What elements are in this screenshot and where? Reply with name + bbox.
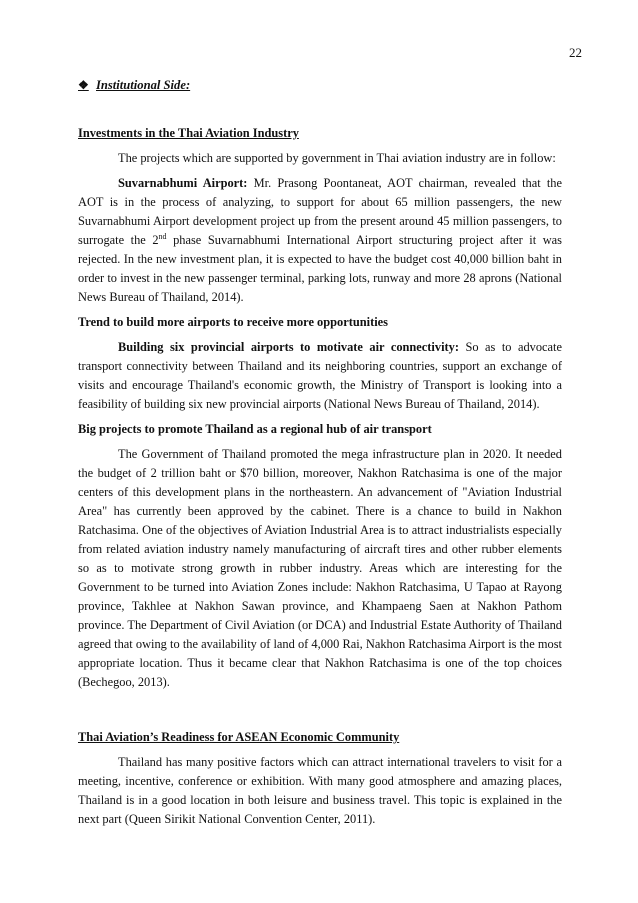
heading-big-projects: Big projects to promote Thailand as a regional hub of air transport [78, 422, 432, 436]
text-provincial-airports: So as to advocate transport connectivity between Thailand and its neighboring countries, support an exchange of visits and encourage Thailand's economic growth, the Ministry of Transport is looking into a feasibility of building six new provincial airports (National News Bureau of Thailand, 2014). [78, 340, 562, 411]
text-suvarnabhumi-a: Mr. Prasong Poontaneat, AOT chairman, revealed that the AOT is in the process of analyzing, to support for about 65 million passengers, the new Suvarnabhumi Airport development project up from the present around 45 million passengers, to surrogate the 2 [78, 176, 563, 247]
section-label: Institutional Side: [96, 78, 191, 92]
diamond-bullet-icon: ❖ [78, 78, 89, 92]
superscript-nd: nd [158, 231, 167, 241]
lead-suvarnabhumi: Suvarnabhumi Airport: [118, 176, 248, 190]
text-suvarnabhumi-b: phase Suvarnabhumi International Airport structuring project after it was rejected. In the new investment plan, it is expected to have the budget cost 40,000 billion baht in order to invest in the new passenger terminal, parking lots, runway and more 28 aprons (National News Bureau of Thailand, 2014). [78, 233, 562, 304]
lead-provincial-airports: Building six provincial airports to motivate air connectivity: [118, 340, 459, 354]
heading-investments: Investments in the Thai Aviation Industry [78, 126, 299, 140]
spacer [78, 698, 562, 728]
heading-asean-readiness: Thai Aviation’s Readiness for ASEAN Economic Community [78, 730, 400, 744]
page-content [78, 76, 562, 835]
paragraph-mega-plan: The Government of Thailand promoted the mega infrastructure plan in 2020. It needed the budget of 2 trillion baht or $70 billion, moreover, Nakhon Ratchasima is one of the major centers of this development plans in the northeastern. An advancement of "Aviation Industrial Area" has currently been approved by the cabinet. There is a chance to build in Nakhon Ratchasima. One of the objectives of Aviation Industrial Area is to attract industrialists especially from related aviation industry namely manufacturing of aircraft tires and other rubber elements so as to motivate strong growth in rubber industry. Areas which are interesting for the Government to be turned into Aviation Zones include: Nakhon Ratchasima, U Tapao at Rayong province, Takhlee at Nakhon Sawan province, and Khampaeng Saen at Nakhon Pathom province. The Department of Civil Aviation (or DCA) and Industrial Estate Authority of Thailand agreed that owing to the availability of land of 4,000 Rai, Nakhon Ratchasima Airport is the most appropriate location. Thus it became clear that Nakhon Ratchasima is one of the top choices (Bechegoo, 2013). [78, 447, 562, 689]
page-number: 22 [569, 45, 582, 60]
paragraph-suvarnabhumi [78, 174, 562, 307]
paragraph-provincial-airports [78, 338, 562, 414]
paragraph-positive-factors: Thailand has many positive factors which can attract international travelers to visit for a meeting, incentive, conference or exhibition. With many good atmosphere and amazing places, Thailand is in a good location in both leisure and business travel. This topic is explained in the next part (Queen Sirikit National Convention Center, 2011). [78, 755, 562, 826]
heading-trend: Trend to build more airports to receive more opportunities [78, 315, 388, 329]
paragraph-projects-intro: The projects which are supported by government in Thai aviation industry are in follow: [118, 151, 556, 165]
section-label-line [78, 76, 562, 95]
